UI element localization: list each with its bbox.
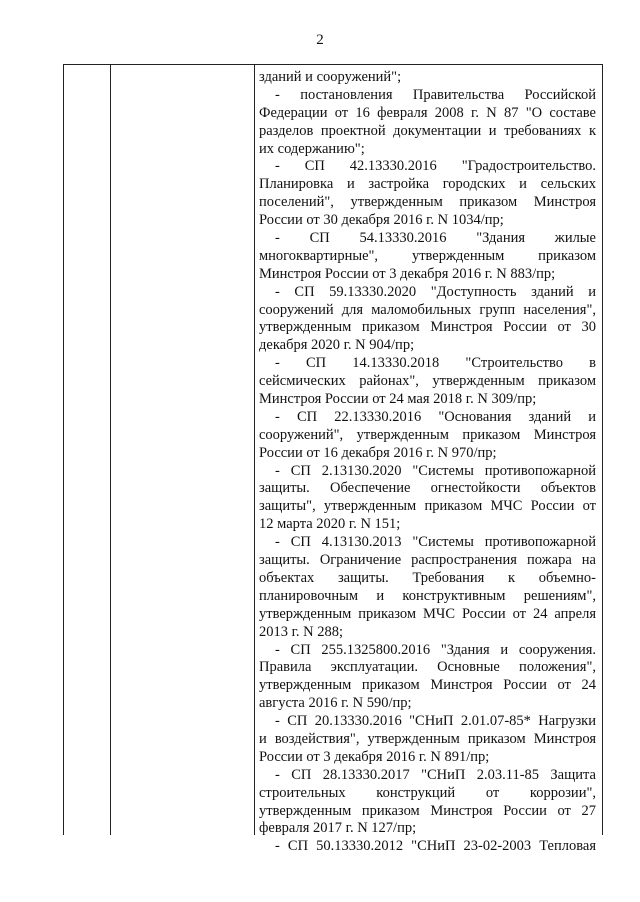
text-line: Планировка и застройка городских и сельских xyxy=(259,176,596,193)
document-table xyxy=(63,64,603,855)
text-line: планировочным и конструктивным решениям", xyxy=(259,587,596,604)
text-line: августа 2016 г. N 590/пр; xyxy=(259,695,412,712)
text-line: 2013 г. N 288; xyxy=(259,623,344,640)
text-line: - СП 2.13130.2020 "Системы противопожарной xyxy=(275,462,596,479)
text-line: России от 16 декабря 2016 г. N 970/пр; xyxy=(259,444,497,461)
text-line: строительных конструкций от коррозии", xyxy=(259,784,596,801)
text-line: - СП 14.13330.2018 "Строительство в xyxy=(275,355,596,372)
list-item xyxy=(259,463,596,535)
text-line: - СП 20.13330.2016 "СНиП 2.01.07-85* Нагрузки xyxy=(275,713,596,730)
text-line: разделов проектной документации и требованиях к xyxy=(259,122,596,139)
list-item xyxy=(259,355,596,409)
text-line: зданий и сооружений"; xyxy=(259,69,402,85)
list-item xyxy=(259,158,596,230)
list-item xyxy=(259,713,596,767)
text-line: 12 марта 2020 г. N 151; xyxy=(259,516,401,533)
text-line: - СП 42.13330.2016 "Градостроительство. xyxy=(275,158,596,175)
text-line: их содержанию"; xyxy=(259,140,365,157)
list-item xyxy=(259,284,596,356)
list-item xyxy=(259,838,596,856)
list-item xyxy=(259,642,596,714)
text-line: и воздействия", утвержденным приказом Минстроя xyxy=(259,730,596,747)
text-line: - СП 54.13330.2016 "Здания жилые xyxy=(275,230,596,247)
table-column-divider-2 xyxy=(254,65,255,835)
text-line: России от 3 декабря 2016 г. N 891/пр; xyxy=(259,748,490,765)
text-line: - постановления Правительства Российской xyxy=(275,86,596,103)
text-line: - СП 255.1325800.2016 "Здания и сооружения. xyxy=(275,641,596,658)
list-item xyxy=(259,87,596,159)
text-line: России от 30 декабря 2016 г. N 1034/пр; xyxy=(259,212,504,229)
text-line: сооружений", утвержденным приказом Минстроя xyxy=(259,426,596,443)
text-line: Федерации от 16 февраля 2008 г. N 87 "О составе xyxy=(259,104,596,121)
text-line: поселений", утвержденным приказом Минстроя xyxy=(259,194,596,211)
text-line: февраля 2017 г. N 127/пр; xyxy=(259,820,417,837)
text-line: - СП 28.13330.2017 "СНиП 2.03.11-85 Защита xyxy=(275,766,596,783)
text-line: Минстроя России от 24 мая 2018 г. N 309/пр; xyxy=(259,391,537,408)
text-line: утвержденным приказом Минстроя России от 27 xyxy=(259,802,596,819)
table-column-divider-1 xyxy=(110,65,111,835)
text-line: утвержденным приказом Минстроя России от 24 xyxy=(259,677,596,694)
text-line: Минстроя России от 3 декабря 2016 г. N 883/пр; xyxy=(259,265,556,282)
text-line: Правила эксплуатации. Основные положения", xyxy=(259,659,596,676)
text-line: защиты", утвержденным приказом МЧС России от xyxy=(259,498,596,515)
list-item xyxy=(259,534,596,641)
list-item xyxy=(259,767,596,839)
text-line: - СП 59.13330.2020 "Доступность зданий и xyxy=(275,283,596,300)
text-line: сейсмических районах", утвержденным приказом xyxy=(259,373,596,390)
list-item xyxy=(259,230,596,284)
text-line: утвержденным приказом Минстроя России от 30 xyxy=(259,319,596,336)
text-line: декабря 2020 г. N 904/пр; xyxy=(259,337,415,354)
regulations-cell xyxy=(259,69,596,856)
list-item xyxy=(259,69,596,87)
text-line: утвержденным приказом МЧС России от 24 апреля xyxy=(259,605,596,622)
text-line: - СП 4.13130.2013 "Системы противопожарной xyxy=(275,534,596,551)
text-line: многоквартирные", утвержденным приказом xyxy=(259,247,596,264)
text-line: сооружений для маломобильных групп населения", xyxy=(259,301,596,318)
text-line: защиты. Ограничение распространения пожара на xyxy=(259,552,596,569)
page-number: 2 xyxy=(316,32,324,48)
list-item xyxy=(259,409,596,463)
text-line: объектах защиты. Требования к объемно- xyxy=(259,569,596,586)
text-line: - СП 50.13330.2012 "СНиП 23-02-2003 Тепловая xyxy=(275,838,596,855)
text-line: - СП 22.13330.2016 "Основания зданий и xyxy=(275,408,596,425)
text-line: защиты. Обеспечение огнестойкости объектов xyxy=(259,480,596,497)
